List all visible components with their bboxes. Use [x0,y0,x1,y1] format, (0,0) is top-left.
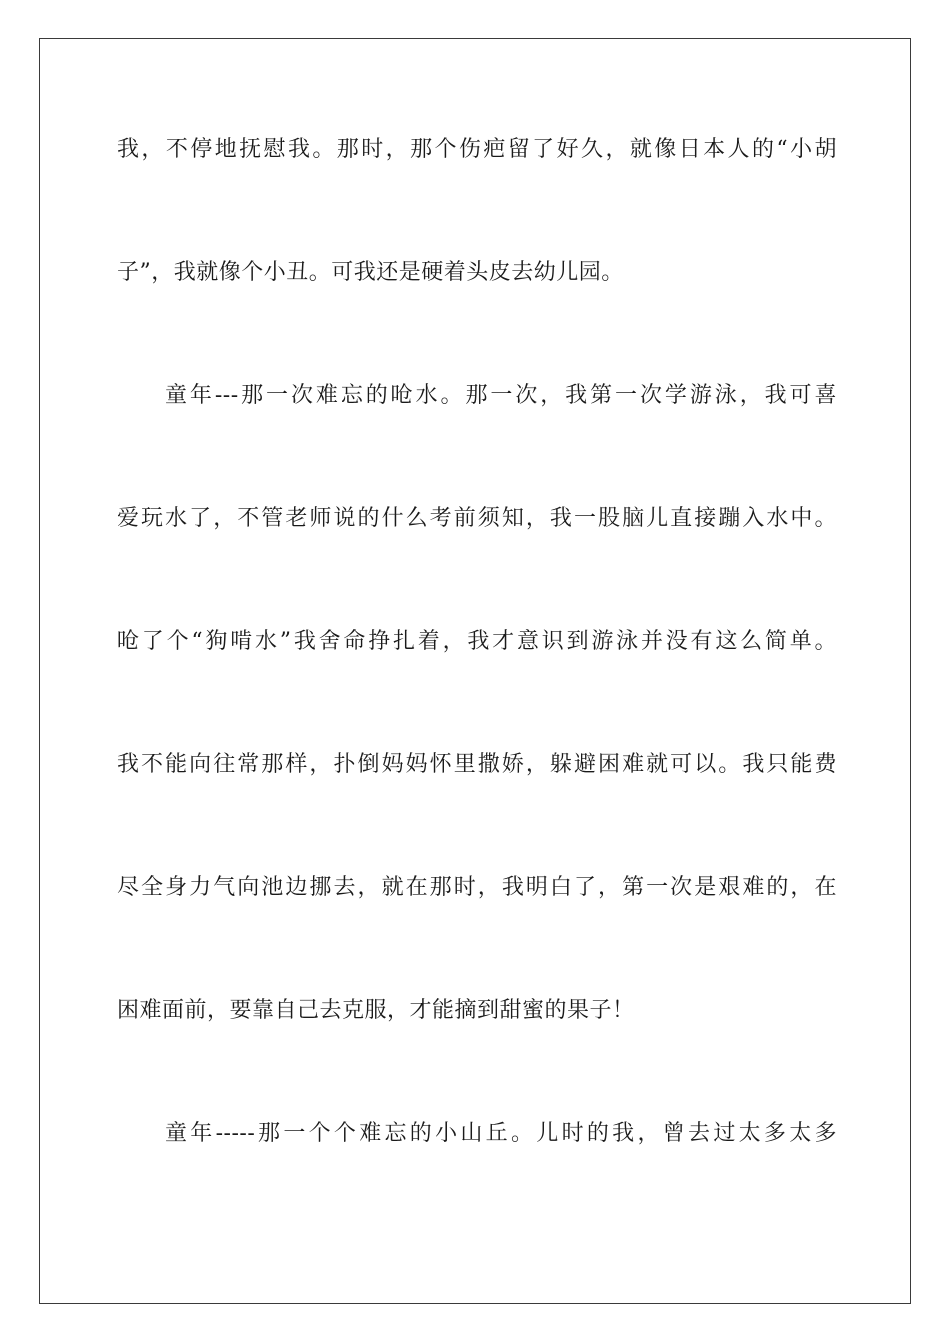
text-line-7: 尽全身力气向池边挪去，就在那时，我明白了，第一次是艰难的，在 [117,875,837,900]
text-line-8: 困难面前，要靠自己去克服，才能摘到甜蜜的果子！ [117,998,635,1023]
text-line-5: 呛了个“狗啃水”我舍命挣扎着，我才意识到游泳并没有这么简单。 [117,629,837,654]
text-line-6: 我不能向往常那样，扑倒妈妈怀里撒娇，躲避困难就可以。我只能费 [117,752,837,777]
paragraph-start-line-3: 童年---那一次难忘的呛水。那一次，我第一次学游泳，我可喜 [165,383,837,408]
paragraph-start-line-9: 童年-----那一个个难忘的小山丘。儿时的我，曾去过太多太多 [165,1121,837,1146]
text-line-4: 爱玩水了，不管老师说的什么考前须知，我一股脑儿直接蹦入水中。 [117,506,837,531]
text-line-2: 子”，我就像个小丑。可我还是硬着头皮去幼儿园。 [117,260,624,285]
text-line-1: 我，不停地抚慰我。那时，那个伤疤留了好久，就像日本人的“小胡 [117,137,837,162]
page-border [39,38,911,1304]
